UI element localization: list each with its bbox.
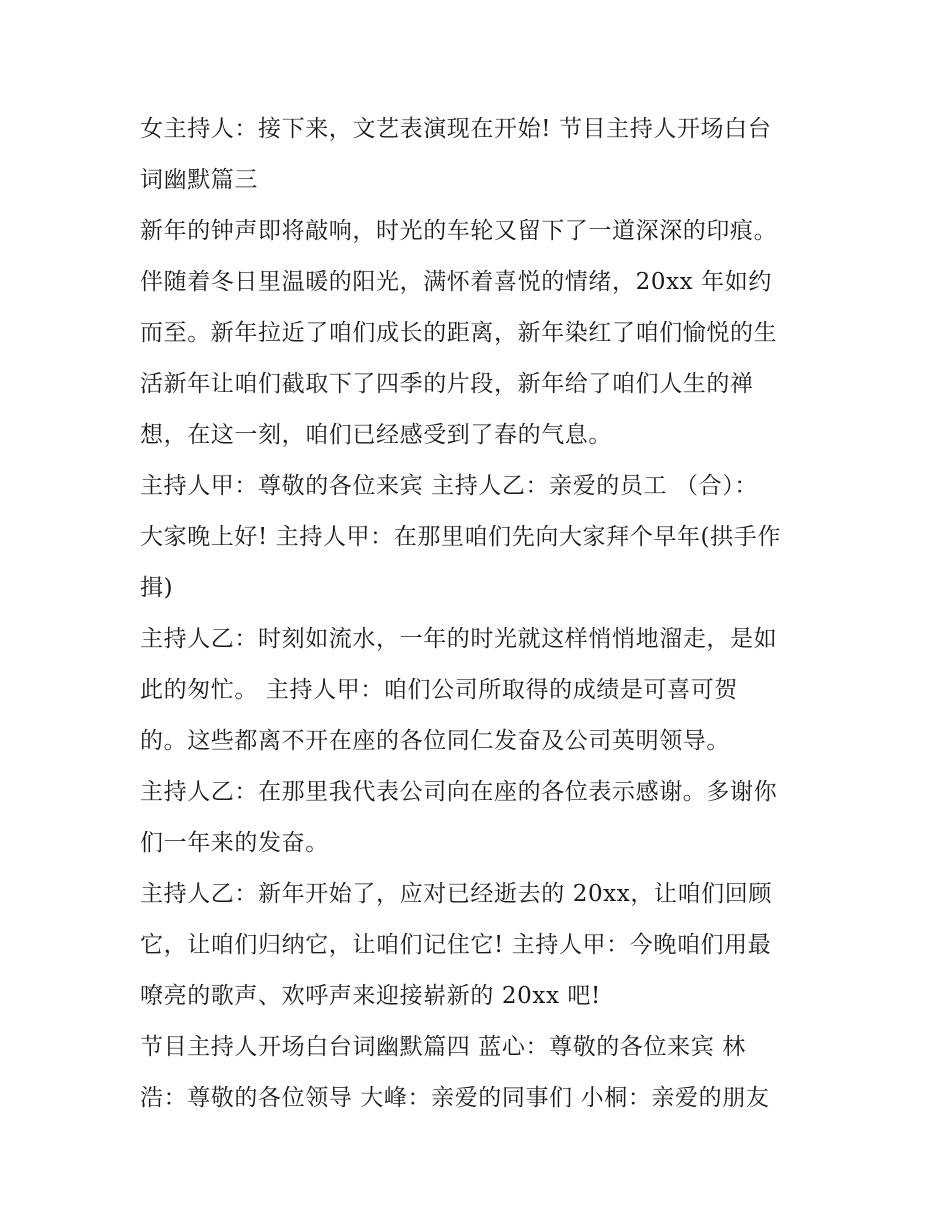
text-line: 节目主持人开场白台词幽默篇四 蓝心：尊敬的各位来宾 林 [140, 1034, 746, 1060]
text-line: 而至。新年拉近了咱们成长的距离，新年染红了咱们愉悦的生 [140, 320, 778, 346]
text-line: 词幽默篇三 [140, 167, 258, 193]
text-line: 们一年来的发奋。 [140, 830, 329, 856]
text-line: 女主持人：接下来，文艺表演现在开始! 节目主持人开场白台 [140, 116, 772, 142]
text-line: 主持人乙：新年开始了，应对已经逝去的 20xx，让咱们回顾 [140, 881, 772, 907]
text-line: 主持人乙：在那里我代表公司向在座的各位表示感谢。多谢你 [140, 779, 778, 805]
text-line: 想，在这一刻，咱们已经感受到了春的气息。 [140, 422, 612, 448]
text-line: 揖) [140, 575, 174, 601]
text-line: 浩：尊敬的各位领导 大峰：亲爱的同事们 小桐：亲爱的朋友 [140, 1085, 770, 1111]
text-line: 大家晚上好! 主持人甲：在那里咱们先向大家拜个早年(拱手作 [140, 524, 781, 550]
text-line: 的。这些都离不开在座的各位同仁发奋及公司英明领导。 [140, 728, 730, 754]
text-line: 此的匆忙。 主持人甲：咱们公司所取得的成绩是可喜可贺 [140, 677, 738, 703]
text-line: 活新年让咱们截取下了四季的片段，新年给了咱们人生的禅 [140, 371, 754, 397]
text-line: 新年的钟声即将敲响，时光的车轮又留下了一道深深的印痕。 [140, 218, 778, 244]
text-line: 嘹亮的歌声、欢呼声来迎接崭新的 20xx 吧! [140, 983, 601, 1009]
document-body [140, 108, 820, 1128]
text-line: 主持人甲：尊敬的各位来宾 主持人乙：亲爱的员工 （合）： [140, 473, 758, 499]
text-line: 主持人乙：时刻如流水，一年的时光就这样悄悄地溜走，是如 [140, 626, 778, 652]
text-line: 它，让咱们归纳它，让咱们记住它! 主持人甲：今晚咱们用最 [140, 932, 772, 958]
text-line: 伴随着冬日里温暖的阳光，满怀着喜悦的情绪，20xx 年如约 [140, 269, 772, 295]
